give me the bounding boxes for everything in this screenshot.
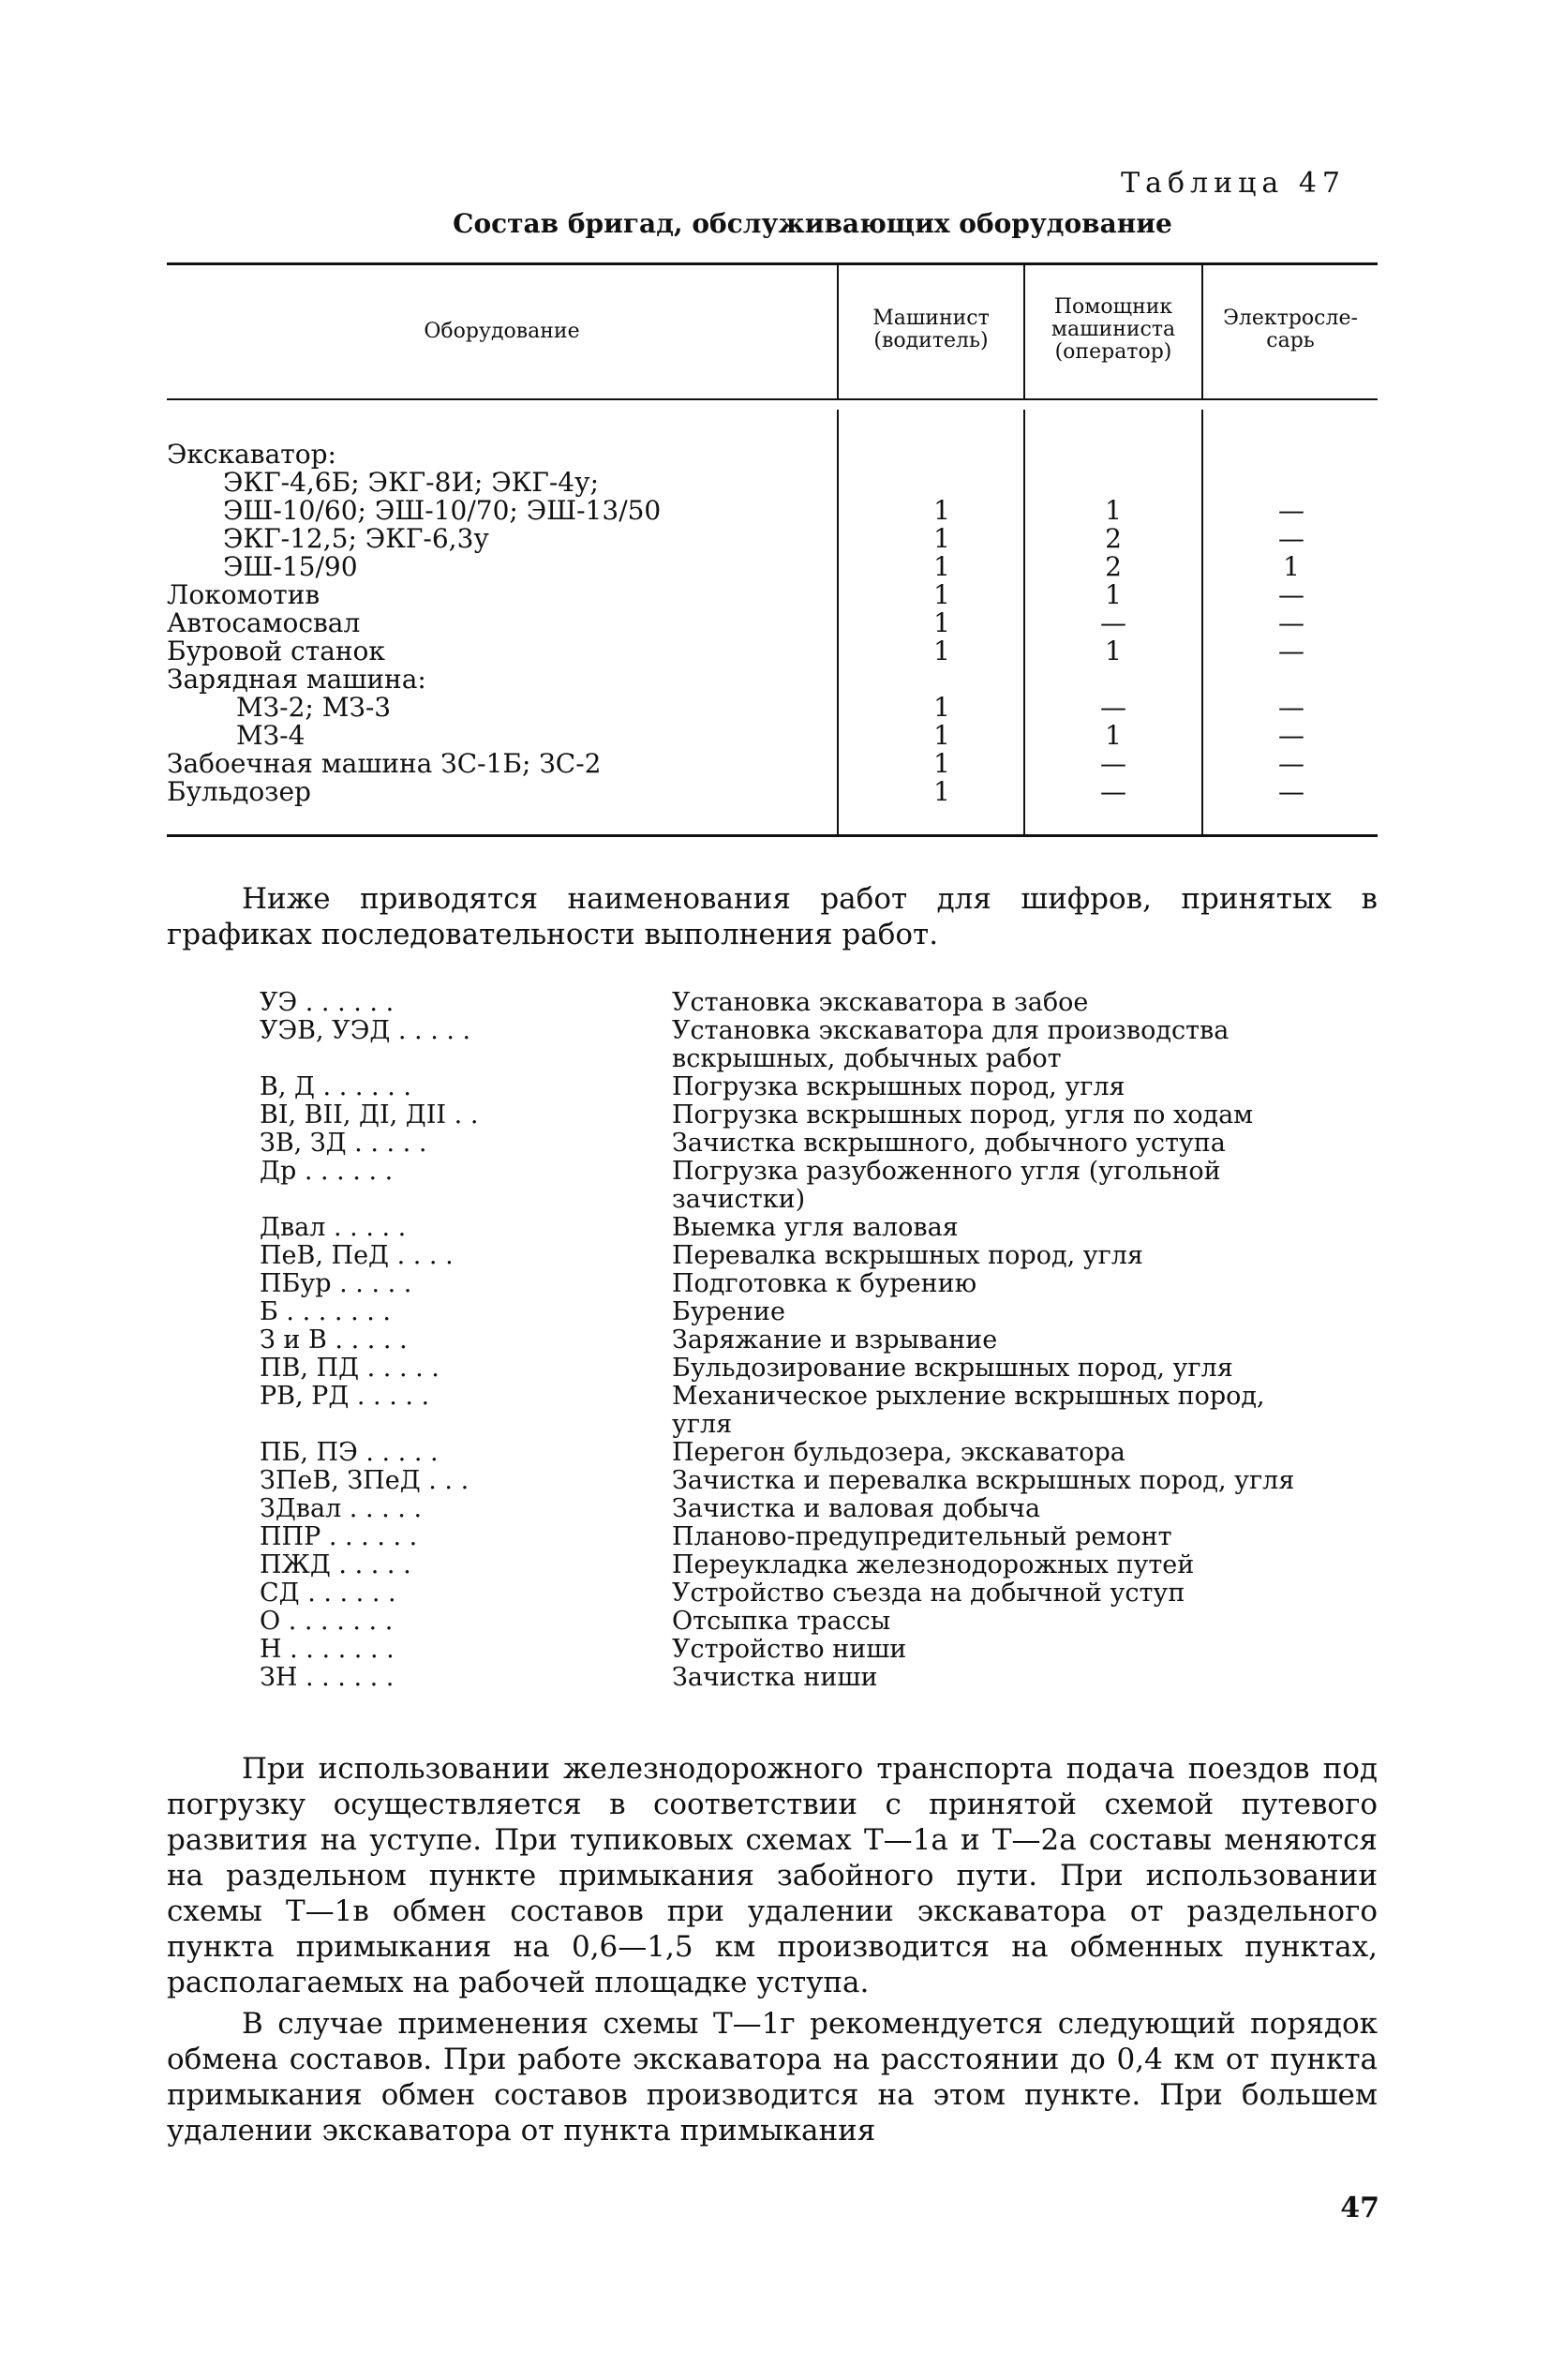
driver-cell bbox=[900, 469, 984, 497]
code: ПВ, ПД . . . . . bbox=[260, 1355, 440, 1383]
equipment-label: Экскаватор: bbox=[167, 439, 336, 470]
code-description: Установка экскаватора в забое bbox=[672, 988, 1089, 1017]
electrician-cell: 1 bbox=[1283, 551, 1300, 582]
code-description: Выемка угля валовая bbox=[672, 1213, 959, 1242]
code-row bbox=[260, 1383, 1384, 1439]
code-row bbox=[260, 1551, 1384, 1579]
code: ПЖД . . . . . bbox=[260, 1551, 411, 1579]
code: О . . . . . . . bbox=[260, 1608, 394, 1636]
driver-cell: 1 bbox=[933, 636, 950, 666]
equipment-label: Буровой станок bbox=[167, 636, 385, 666]
table-col-divider bbox=[1023, 410, 1025, 834]
header-driver-line: (водитель) bbox=[873, 329, 989, 352]
driver-cell: 1 bbox=[933, 495, 950, 526]
code: Н . . . . . . . bbox=[260, 1636, 395, 1664]
code: УЭВ, УЭД . . . . . bbox=[260, 1017, 471, 1045]
code: ПеВ, ПеД . . . . bbox=[260, 1242, 454, 1270]
header-assistant-line: (оператор) bbox=[1054, 340, 1172, 364]
page-number: 47 bbox=[1340, 2192, 1379, 2224]
code: Двал . . . . . bbox=[260, 1214, 407, 1242]
code: ЗН . . . . . . bbox=[260, 1664, 395, 1692]
header-electrician-line: Электросле- bbox=[1223, 307, 1358, 330]
code-description: Механическое рыхление вскрышных пород, угля bbox=[672, 1382, 1265, 1439]
code-row bbox=[260, 1636, 1384, 1664]
table-top-rule bbox=[167, 262, 1378, 265]
code-description: Планово-предупредительный ремонт bbox=[672, 1522, 1172, 1551]
code: Б . . . . . . . bbox=[260, 1298, 391, 1326]
header-electrician bbox=[1203, 307, 1378, 352]
assistant-column bbox=[1076, 441, 1151, 806]
table-label: Таблица 47 bbox=[1121, 167, 1346, 200]
code: З и В . . . . . bbox=[260, 1326, 408, 1355]
code-row bbox=[260, 1298, 1384, 1326]
electrician-cell bbox=[1254, 469, 1329, 497]
driver-cell: 1 bbox=[933, 776, 950, 807]
electrician-cell: — bbox=[1278, 495, 1304, 526]
equipment-label: Зарядная машина: bbox=[167, 664, 426, 695]
header-assistant-line: машиниста bbox=[1051, 318, 1176, 341]
code-row bbox=[260, 1158, 1384, 1214]
code: СД . . . . . . bbox=[260, 1579, 396, 1608]
intro-paragraph: Ниже приводятся наименования работ для шифров, принятых в графиках последовательности выполнения работ. bbox=[167, 882, 1378, 951]
assistant-cell bbox=[1076, 666, 1151, 694]
driver-cell bbox=[900, 666, 984, 694]
code: РВ, РД . . . . . bbox=[260, 1383, 430, 1411]
code-row bbox=[260, 1495, 1384, 1523]
code-description: Зачистка ниши bbox=[672, 1663, 878, 1692]
header-assistant bbox=[1025, 296, 1201, 364]
code-row bbox=[260, 1017, 1384, 1073]
electrician-cell: — bbox=[1278, 579, 1304, 610]
driver-cell: 1 bbox=[933, 607, 950, 638]
code-description: Перегон бульдозера, экскаватора bbox=[672, 1438, 1125, 1467]
table-header-rule bbox=[167, 398, 1378, 400]
header-electrician-line: сарь bbox=[1266, 329, 1315, 352]
driver-cell: 1 bbox=[933, 692, 950, 723]
code: УЭ . . . . . . bbox=[260, 989, 395, 1017]
code-description: Устройство съезда на добычной уступ bbox=[672, 1579, 1185, 1608]
code-row bbox=[260, 1101, 1384, 1130]
code-description: Погрузка вскрышных пород, угля по ходам bbox=[672, 1100, 1254, 1130]
assistant-cell: 1 bbox=[1105, 579, 1122, 610]
table-col-divider bbox=[1201, 410, 1203, 834]
code-description: Переукладка железнодорожных путей bbox=[672, 1550, 1195, 1579]
electrician-cell: — bbox=[1278, 720, 1304, 751]
assistant-cell: 1 bbox=[1105, 720, 1122, 751]
body-paragraph: При использовании железнодорожного транспорта подача поездов под погрузку осуществляется в соответствии с принятой схемой путевого развития на уступе. При тупиковых схемах Т—1а и Т—2а составы меняются на раздельном пункте примыкания забойного пути. При использовании схемы Т—1в обмен составов при удалении экскаватора от раздельного пункта примыкания на 0,6—1,5 км производится на обменных пунктах, располагаемых на рабочей площадке уступа. bbox=[167, 1752, 1378, 1999]
code-row bbox=[260, 1439, 1384, 1467]
assistant-cell: — bbox=[1100, 607, 1126, 638]
code-description: Устройство ниши bbox=[672, 1635, 907, 1664]
electrician-cell: — bbox=[1278, 776, 1304, 807]
driver-cell bbox=[900, 441, 984, 469]
code-row bbox=[260, 1664, 1384, 1692]
code-description: Зачистка и перевалка вскрышных пород, угля bbox=[672, 1466, 1295, 1495]
header-assistant-line: Помощник bbox=[1053, 295, 1173, 319]
electrician-cell: — bbox=[1278, 607, 1304, 638]
electrician-column bbox=[1254, 441, 1329, 806]
code-list bbox=[260, 989, 1384, 1692]
assistant-cell: 1 bbox=[1105, 495, 1122, 526]
equipment-label: Автосамосвал bbox=[167, 607, 361, 638]
body-paragraph: В случае применения схемы Т—1г рекомендуется следующий порядок обмена составов. При работе экскаватора на расстоянии до 0,4 км от пункта примыкания обмен составов производится на этом пункте. При большем удалении экскаватора от пункта примыкания bbox=[167, 2007, 1378, 2148]
code-description: Отсыпка трассы bbox=[672, 1607, 891, 1636]
equipment-label: МЗ-2; МЗ-3 bbox=[236, 692, 392, 723]
code: ППР . . . . . . bbox=[260, 1523, 418, 1551]
code: ЗВ, ЗД . . . . . bbox=[260, 1130, 427, 1158]
electrician-cell: — bbox=[1278, 692, 1304, 723]
code-row bbox=[260, 1579, 1384, 1608]
code-description: Погрузка разубоженного угля (угольной зачистки) bbox=[672, 1157, 1221, 1214]
equipment-label: Бульдозер bbox=[167, 776, 311, 807]
electrician-cell: — bbox=[1278, 636, 1304, 666]
code: ПБур . . . . . bbox=[260, 1270, 412, 1298]
code: Др . . . . . . bbox=[260, 1158, 394, 1186]
code: ЗПеВ, ЗПеД . . . bbox=[260, 1467, 469, 1495]
driver-cell: 1 bbox=[933, 523, 950, 554]
code: ЗДвал . . . . . bbox=[260, 1495, 423, 1523]
code-description: Зачистка и валовая добыча bbox=[672, 1494, 1041, 1523]
table-caption: Состав бригад, обслуживающих оборудование bbox=[453, 208, 1172, 239]
code-row bbox=[260, 1355, 1384, 1383]
assistant-cell: 2 bbox=[1105, 523, 1122, 554]
assistant-cell: 2 bbox=[1105, 551, 1122, 582]
equipment-label: ЭШ-10/60; ЭШ-10/70; ЭШ-13/50 bbox=[223, 495, 662, 526]
equipment-label: Забоечная машина ЗС-1Б; ЗС-2 bbox=[167, 748, 602, 779]
electrician-cell bbox=[1254, 666, 1329, 694]
driver-cell: 1 bbox=[933, 551, 950, 582]
equipment-label: Локомотив bbox=[167, 579, 320, 610]
assistant-cell: — bbox=[1100, 748, 1126, 779]
code-row bbox=[260, 1326, 1384, 1355]
code: В, Д . . . . . . bbox=[260, 1073, 411, 1101]
header-driver-line: Машинист bbox=[872, 307, 990, 330]
equipment-label: ЭКГ-4,6Б; ЭКГ-8И; ЭКГ-4у; bbox=[223, 467, 600, 498]
driver-cell: 1 bbox=[933, 579, 950, 610]
code-row bbox=[260, 1242, 1384, 1270]
header-equipment: Оборудование bbox=[424, 320, 580, 343]
header-driver bbox=[839, 307, 1023, 352]
assistant-cell: — bbox=[1100, 692, 1126, 723]
driver-column bbox=[900, 441, 984, 806]
code-row bbox=[260, 1130, 1384, 1158]
code-description: Перевалка вскрышных пород, угля bbox=[672, 1241, 1143, 1270]
equipment-label: ЭШ-15/90 bbox=[223, 551, 358, 582]
code: ПБ, ПЭ . . . . . bbox=[260, 1439, 439, 1467]
code-description: Подготовка к бурению bbox=[672, 1269, 977, 1298]
code-description: Погрузка вскрышных пород, угля bbox=[672, 1072, 1125, 1101]
code-row bbox=[260, 1467, 1384, 1495]
code-description: Зачистка вскрышного, добычного уступа bbox=[672, 1129, 1226, 1158]
assistant-cell bbox=[1076, 469, 1151, 497]
code-row bbox=[260, 1523, 1384, 1551]
code-description: Бульдозирование вскрышных пород, угля bbox=[672, 1354, 1233, 1383]
code-description: Заряжание и взрывание bbox=[672, 1325, 998, 1355]
table-bottom-rule bbox=[167, 834, 1378, 837]
assistant-cell: 1 bbox=[1105, 636, 1122, 666]
assistant-cell bbox=[1076, 441, 1151, 469]
code-row bbox=[260, 1608, 1384, 1636]
code-row bbox=[260, 1214, 1384, 1242]
code: ВI, ВII, ДI, ДII . . bbox=[260, 1101, 479, 1130]
code-row bbox=[260, 1073, 1384, 1101]
electrician-cell: — bbox=[1278, 748, 1304, 779]
equipment-label: МЗ-4 bbox=[236, 720, 306, 751]
driver-cell: 1 bbox=[933, 748, 950, 779]
table-col-divider bbox=[837, 410, 839, 834]
driver-cell: 1 bbox=[933, 720, 950, 751]
equipment-column bbox=[167, 441, 661, 806]
assistant-cell: — bbox=[1100, 776, 1126, 807]
code-description: Установка экскаватора для производства вскрышных, добычных работ bbox=[672, 1016, 1230, 1073]
code-row bbox=[260, 1270, 1384, 1298]
electrician-cell: — bbox=[1278, 523, 1304, 554]
code-row bbox=[260, 989, 1384, 1017]
equipment-label: ЭКГ-12,5; ЭКГ-6,3у bbox=[223, 523, 489, 554]
code-description: Бурение bbox=[672, 1297, 785, 1326]
electrician-cell bbox=[1254, 441, 1329, 469]
